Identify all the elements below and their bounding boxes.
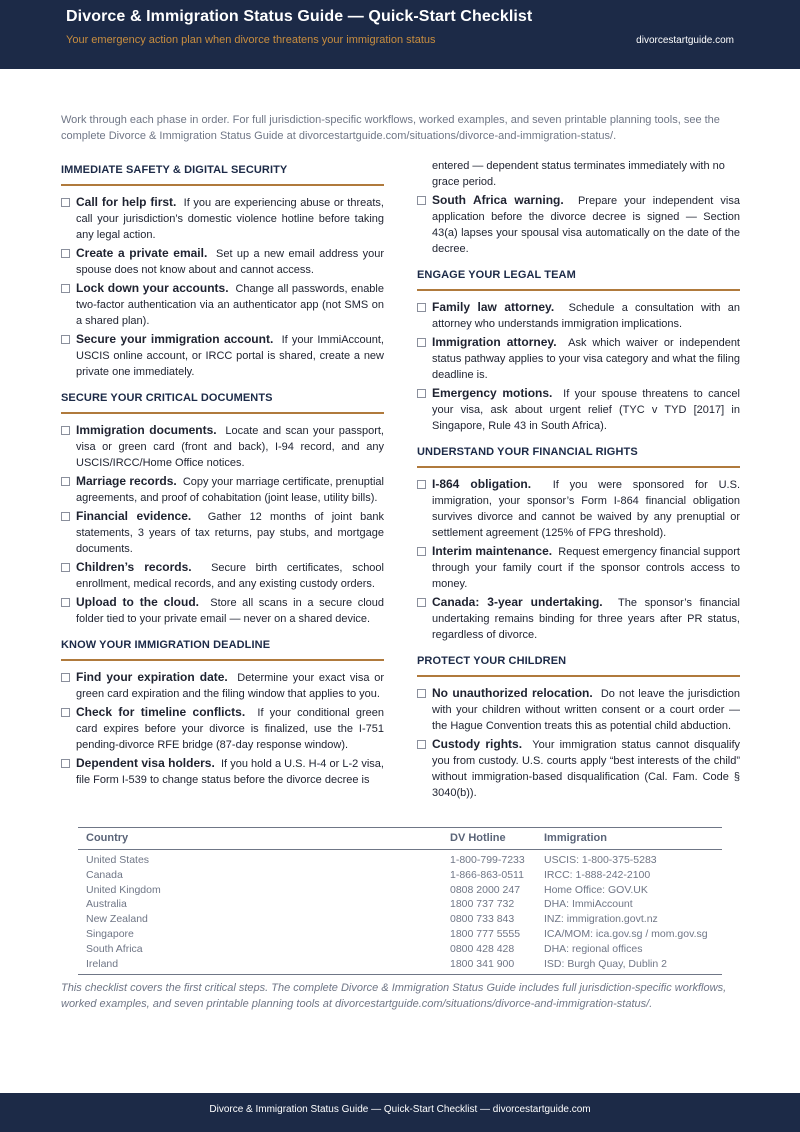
checklist-item — [61, 508, 384, 557]
item-heading: Find your expiration date. — [76, 670, 228, 684]
country-cell: South Africa — [86, 942, 143, 955]
checklist-section — [417, 651, 740, 801]
hotline-cell: 1800 777 5555 — [450, 927, 521, 940]
immigration-cell: IRCC: 1-888-242-2100 — [544, 868, 651, 881]
checkbox[interactable] — [61, 477, 70, 486]
table-row — [78, 897, 722, 912]
intro-text: Work through each phase in order. For full jurisdiction-specific workflows, worked examples, and seven printable planning tools, see the complete Divorce & Immigration Status Guide at divorcestartguide.com/situations/divorce-and-immigration-status/. — [61, 114, 720, 142]
item-text: If your spouse threatens to cancel your visa, ask about urgent relief (TYC v TYD [2017] in Singapore, Rule 43 in South Africa). — [432, 388, 740, 432]
item-text: Request emergency financial support through your family court if the sponsor controls access to money. — [432, 546, 740, 590]
item-text: Schedule a consultation with an attorney who understands immigration implications. — [432, 302, 740, 330]
item-heading: Lock down your accounts. — [76, 281, 229, 295]
table-row — [78, 942, 722, 957]
checkbox[interactable] — [61, 198, 70, 207]
item-heading: Canada: 3-year undertaking. — [432, 595, 603, 609]
country-cell: Ireland — [86, 957, 119, 970]
hotline-cell: 1800 737 732 — [450, 898, 515, 911]
hotline-cell: 1800 341 900 — [450, 957, 515, 970]
checkbox[interactable] — [417, 547, 426, 556]
checklist-item — [417, 192, 740, 257]
hotline-cell: 0800 428 428 — [450, 942, 515, 955]
hotline-cell: 0808 2000 247 — [450, 883, 521, 896]
checklist-item — [417, 385, 740, 434]
immigration-cell: INZ: immigration.govt.nz — [544, 913, 658, 926]
item-text: If your ImmiAccount, USCIS online account, or IRCC portal is shared, create a new private one immediately. — [76, 334, 384, 378]
item-heading: Financial evidence. — [76, 509, 192, 523]
table-row — [78, 850, 722, 868]
contacts-table-wrap — [78, 827, 722, 975]
hotline-cell: 1-800-799-7233 — [450, 854, 525, 866]
right-column — [417, 160, 740, 809]
section-title: PROTECT YOUR CHILDREN — [417, 651, 740, 677]
checkbox[interactable] — [417, 740, 426, 749]
item-heading: I-864 obligation. — [432, 477, 532, 491]
item-text: If you were sponsored for U.S. immigration, your sponsor’s Form I-864 financial obligation survives divorce and cannot be waived by any prenuptial or settlement agreement (125% of FPG threshold). — [432, 479, 740, 539]
table-row — [78, 957, 722, 975]
header-site-link[interactable]: divorcestartguide.com — [636, 35, 734, 46]
item-text: Secure birth certificates, school enrollment, medical records, and any existing custody orders. — [76, 562, 384, 590]
item-heading: Call for help first. — [76, 195, 177, 209]
checkbox[interactable] — [417, 480, 426, 489]
checklist-section — [61, 635, 384, 788]
immigration-cell: ICA/MOM: ica.gov.sg / mom.gov.sg — [544, 927, 708, 940]
item-text: Copy your marriage certificate, prenuptial agreements, and proof of cohabitation (joint lease, utility bills). — [76, 476, 384, 504]
item-heading: Check for timeline conflicts. — [76, 705, 246, 719]
immigration-cell: ISD: Burgh Quay, Dublin 2 — [544, 957, 667, 970]
item-heading: Children’s records. — [76, 560, 192, 574]
checklist-item — [61, 704, 384, 753]
checklist-item — [417, 334, 740, 383]
checkbox[interactable] — [417, 389, 426, 398]
table-row — [78, 927, 722, 942]
checkbox[interactable] — [61, 249, 70, 258]
checkbox[interactable] — [61, 512, 70, 521]
page-header — [0, 0, 800, 69]
immigration-cell: Home Office: GOV.UK — [544, 883, 648, 896]
item-heading: Secure your immigration account. — [76, 332, 274, 346]
checklist-item — [417, 685, 740, 734]
item-text: Do not leave the jurisdiction with your children without written consent or a court order — the Hague Convention treats this as potential child abduction. — [432, 688, 740, 732]
item-heading: Custody rights. — [432, 737, 523, 751]
country-cell: Canada — [86, 868, 123, 881]
document-subtitle: Your emergency action plan when divorce threatens your immigration status — [66, 34, 436, 46]
country-cell: Australia — [86, 898, 127, 911]
document-title: Divorce & Immigration Status Guide — Quick-Start Checklist — [66, 8, 533, 25]
left-column — [61, 160, 384, 796]
continued-text: entered — dependent status terminates immediately with no grace period. — [432, 160, 725, 188]
country-cell: United States — [86, 854, 150, 866]
checklist-item — [417, 476, 740, 541]
table-row — [78, 912, 722, 927]
hotline-cell: 0800 733 843 — [450, 913, 515, 926]
table-header-row — [78, 828, 722, 850]
item-heading: Dependent visa holders. — [76, 756, 215, 770]
table-header-country: Country — [78, 828, 442, 850]
checklist-item — [61, 473, 384, 506]
checkbox[interactable] — [417, 196, 426, 205]
checklist-item — [61, 594, 384, 627]
immigration-cell: DHA: ImmiAccount — [544, 898, 633, 911]
contacts-table — [78, 827, 722, 975]
checklist-section — [417, 265, 740, 434]
item-heading: Create a private email. — [76, 246, 208, 260]
checkbox[interactable] — [61, 563, 70, 572]
checklist-item — [61, 559, 384, 592]
item-text: Set up a new email address your spouse does not know about and cannot access. — [76, 248, 384, 276]
checklist-item — [61, 755, 384, 788]
checkbox[interactable] — [61, 426, 70, 435]
checkbox[interactable] — [417, 689, 426, 698]
item-text: If you hold a U.S. H-4 or L-2 visa, file Form I-539 to change status before the divorce decree is — [76, 758, 384, 786]
item-heading: No unauthorized relocation. — [432, 686, 593, 700]
checkbox[interactable] — [61, 673, 70, 682]
item-heading: Emergency motions. — [432, 386, 553, 400]
item-text: Ask which waiver or independent status pathway applies to your visa category and what the filing deadline is. — [432, 337, 740, 381]
immigration-cell: DHA: regional offices — [544, 942, 643, 955]
item-text: Locate and scan your passport, visa or green card (front and back), I-94 record, and any USCIS/IRCC/Home Office notices. — [76, 425, 384, 469]
checklist-item — [61, 245, 384, 278]
item-text: If your conditional green card expires before your divorce is finalized, use the I-751 pending-divorce RFE bridge (87-day response window). — [76, 707, 384, 751]
item-text: Gather 12 months of joint bank statements, 3 years of tax returns, pay stubs, and mortgage documents. — [76, 511, 384, 555]
checkbox[interactable] — [417, 598, 426, 607]
checklist-item — [61, 422, 384, 471]
table-row — [78, 868, 722, 883]
item-text: Your immigration status cannot disqualify you from custody. U.S. courts apply “best interests of the child” without immigration-based disqualification (Cal. Fam. Code § 3040(b)). — [432, 739, 740, 799]
item-heading: Family law attorney. — [432, 300, 555, 314]
checkbox[interactable] — [61, 598, 70, 607]
item-heading: Immigration documents. — [76, 423, 217, 437]
checklist-item — [417, 299, 740, 332]
checkbox[interactable] — [417, 303, 426, 312]
checklist-item — [61, 669, 384, 702]
checklist-section — [417, 442, 740, 643]
checklist-item — [417, 543, 740, 592]
item-text: Determine your exact visa or green card expiration and the filing window that applies to you. — [76, 672, 384, 700]
table-header-hotline: DV Hotline — [442, 828, 536, 850]
checkbox[interactable] — [61, 759, 70, 768]
section-title: KNOW YOUR IMMIGRATION DEADLINE — [61, 635, 384, 661]
checklist-item — [417, 736, 740, 801]
item-heading: Upload to the cloud. — [76, 595, 200, 609]
page-footer: Divorce & Immigration Status Guide — Quick-Start Checklist — divorcestartguide.com — [0, 1093, 800, 1132]
checklist-section — [61, 160, 384, 380]
item-text: Prepare your independent visa application before the divorce decree is signed — Section 43(a) lapses your spousal visa automatically on the date of the decree. — [432, 195, 740, 255]
item-text: The sponsor’s financial undertaking remains binding for three years after PR status, regardless of divorce. — [432, 597, 740, 641]
country-cell: New Zealand — [86, 913, 148, 926]
checkbox[interactable] — [417, 338, 426, 347]
item-heading: Marriage records. — [76, 474, 177, 488]
country-cell: Singapore — [86, 927, 134, 940]
table-header-immigration: Immigration — [536, 828, 722, 850]
section-title: ENGAGE YOUR LEGAL TEAM — [417, 265, 740, 291]
checkbox[interactable] — [61, 708, 70, 717]
section-title: UNDERSTAND YOUR FINANCIAL RIGHTS — [417, 442, 740, 468]
checklist-item — [61, 331, 384, 380]
item-text: If you are experiencing abuse or threats, call your jurisdiction’s domestic violence hotline before taking any legal action. — [76, 197, 384, 241]
item-heading: Immigration attorney. — [432, 335, 557, 349]
checklist-item — [417, 594, 740, 643]
item-text: Change all passwords, enable two-factor authentication via an authenticator app (not SMS on a shared plan). — [76, 283, 384, 327]
table-row — [78, 883, 722, 898]
footnote: This checklist covers the first critical steps. The complete Divorce & Immigration Status Guide includes full jurisdiction-specific workflows, worked examples, and seven printable planning tools at divorcestartguide.com/situations/divorce-and-immigration-status/. — [61, 982, 727, 1010]
item-heading: South Africa warning. — [432, 193, 564, 207]
item-heading: Interim maintenance. — [432, 544, 553, 558]
hotline-cell: 1-866-863-0511 — [450, 868, 524, 881]
checkbox[interactable] — [61, 335, 70, 344]
checklist-item — [61, 280, 384, 329]
checklist-section — [61, 388, 384, 627]
checklist-item — [61, 194, 384, 243]
immigration-cell: USCIS: 1-800-375-5283 — [544, 854, 657, 866]
section-title: SECURE YOUR CRITICAL DOCUMENTS — [61, 388, 384, 414]
section-title: IMMEDIATE SAFETY & DIGITAL SECURITY — [61, 160, 384, 186]
checkbox[interactable] — [61, 284, 70, 293]
item-text: Store all scans in a secure cloud folder tied to your private email — never on a shared device. — [76, 597, 384, 625]
country-cell: United Kingdom — [86, 883, 161, 896]
